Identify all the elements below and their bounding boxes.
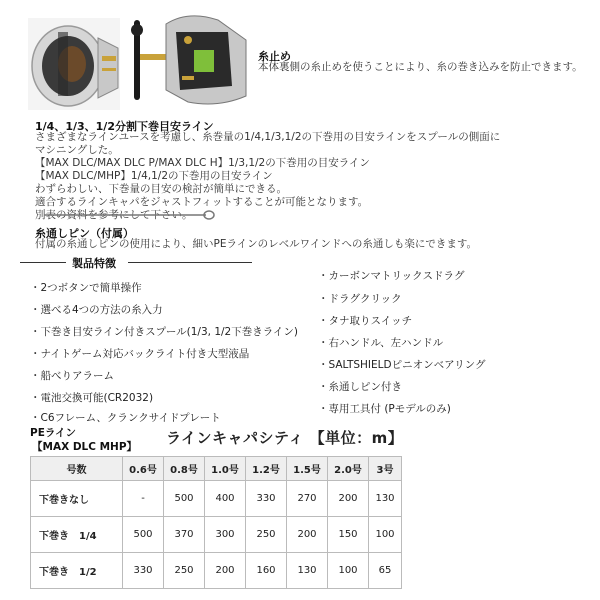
table-row bbox=[31, 553, 402, 589]
table-cell: 200 bbox=[287, 517, 328, 553]
header-cell: 3号 bbox=[369, 457, 402, 481]
table-cell: 400 bbox=[205, 481, 246, 517]
table-cell: 500 bbox=[164, 481, 205, 517]
table-cell: 330 bbox=[246, 481, 287, 517]
feature-item: ・下巻き目安ライン付きスプール(1/3, 1/2下巻きライン) bbox=[30, 326, 299, 338]
row-label: 下巻き 1/4 bbox=[31, 517, 123, 553]
split-line-text-6: 適合するラインキャパをジャストフィットすることが可能となります。 bbox=[35, 196, 369, 208]
line-capacity-table bbox=[30, 456, 402, 589]
reel-side-photo bbox=[128, 10, 250, 110]
model-label: 【MAX DLC MHP】 bbox=[32, 441, 138, 453]
row-label: 下巻き 1/2 bbox=[31, 553, 123, 589]
feature-item: ・C6フレーム、クランクサイドプレート bbox=[30, 412, 221, 424]
features-header-line-right bbox=[128, 262, 252, 263]
table-cell: 100 bbox=[369, 517, 402, 553]
feature-item: ・ドラグクリック bbox=[318, 293, 402, 305]
header-cell: 1.5号 bbox=[287, 457, 328, 481]
split-line-title: 1/4、1/3、1/2分割下巻目安ライン bbox=[35, 120, 214, 133]
table-cell: 130 bbox=[287, 553, 328, 589]
split-line-text-4: 【MAX DLC/MHP】1/4,1/2の下巻用の目安ライン bbox=[35, 170, 273, 182]
split-line-text-7: 別表の資料を参考にして下さい。 bbox=[35, 209, 193, 221]
threading-pin-title: 糸通しピン（付属） bbox=[35, 227, 134, 240]
feature-item: ・電池交換可能(CR2032) bbox=[30, 392, 154, 404]
features-header bbox=[20, 254, 252, 272]
feature-item: ・選べる4つの方法の糸入力 bbox=[30, 304, 163, 316]
table-cell: 250 bbox=[246, 517, 287, 553]
table-cell: 160 bbox=[246, 553, 287, 589]
feature-item: ・ナイトゲーム対応バックライト付き大型液晶 bbox=[30, 348, 250, 360]
features-header-line-left bbox=[20, 262, 66, 263]
table-cell: 200 bbox=[328, 481, 369, 517]
reel-spool-photo bbox=[28, 18, 120, 110]
table-cell: - bbox=[123, 481, 164, 517]
table-cell: 370 bbox=[164, 517, 205, 553]
feature-item: ・専用工具付 (Pモデルのみ) bbox=[318, 403, 451, 415]
table-cell: 150 bbox=[328, 517, 369, 553]
table-cell: 500 bbox=[123, 517, 164, 553]
capacity-title: ラインキャパシティ 【単位：m】 bbox=[166, 429, 404, 447]
table-cell: 65 bbox=[369, 553, 402, 589]
header-cell: 0.6号 bbox=[123, 457, 164, 481]
table-cell: 200 bbox=[205, 553, 246, 589]
table-cell: 100 bbox=[328, 553, 369, 589]
header-cell: 号数 bbox=[31, 457, 123, 481]
table-header-row bbox=[31, 457, 402, 481]
table-cell: 330 bbox=[123, 553, 164, 589]
feature-item: ・タナ取りスイッチ bbox=[318, 315, 413, 327]
table-cell: 270 bbox=[287, 481, 328, 517]
split-line-text-5: わずらわしい、下巻量の目安の検討が簡単にできる。 bbox=[35, 183, 287, 195]
table-cell: 130 bbox=[369, 481, 402, 517]
feature-item: ・SALTSHIELDピニオンベアリング bbox=[318, 359, 486, 371]
table-row bbox=[31, 481, 402, 517]
feature-item: ・船べりアラーム bbox=[30, 370, 114, 382]
feature-item: ・2つボタンで簡単操作 bbox=[30, 282, 142, 294]
pe-line-label: PEライン bbox=[30, 427, 77, 439]
threading-pin-illustration bbox=[40, 205, 216, 223]
header-cell: 1.2号 bbox=[246, 457, 287, 481]
table-cell: 250 bbox=[164, 553, 205, 589]
split-line-text-1: さまざまなラインユースを考慮し、糸巻量の1/4,1/3,1/2の下巻用の目安ラインをスプールの側面に bbox=[35, 131, 501, 143]
feature-item: ・糸通しピン付き bbox=[318, 381, 402, 393]
itohome-title: 糸止め bbox=[258, 50, 291, 63]
feature-item: ・右ハンドル、左ハンドル bbox=[318, 337, 444, 349]
features-header-label: 製品特徴 bbox=[72, 257, 116, 270]
feature-item: ・カーボンマトリックスドラグ bbox=[318, 270, 465, 282]
table-row bbox=[31, 517, 402, 553]
split-line-text-2: マシニングした。 bbox=[35, 144, 119, 156]
header-cell: 0.8号 bbox=[164, 457, 205, 481]
row-label: 下巻きなし bbox=[31, 481, 123, 517]
header-cell: 1.0号 bbox=[205, 457, 246, 481]
threading-pin-text: 付属の糸通しピンの使用により、細いPEラインのレベルワインドへの糸通しも楽にできます。 bbox=[35, 238, 477, 250]
header-cell: 2.0号 bbox=[328, 457, 369, 481]
itohome-text: 本体裏側の糸止めを使うことにより、糸の巻き込みを防止できます。 bbox=[258, 61, 583, 73]
table-cell: 300 bbox=[205, 517, 246, 553]
split-line-text-3: 【MAX DLC/MAX DLC P/MAX DLC H】1/3,1/2の下巻用の目安ライン bbox=[35, 157, 370, 169]
